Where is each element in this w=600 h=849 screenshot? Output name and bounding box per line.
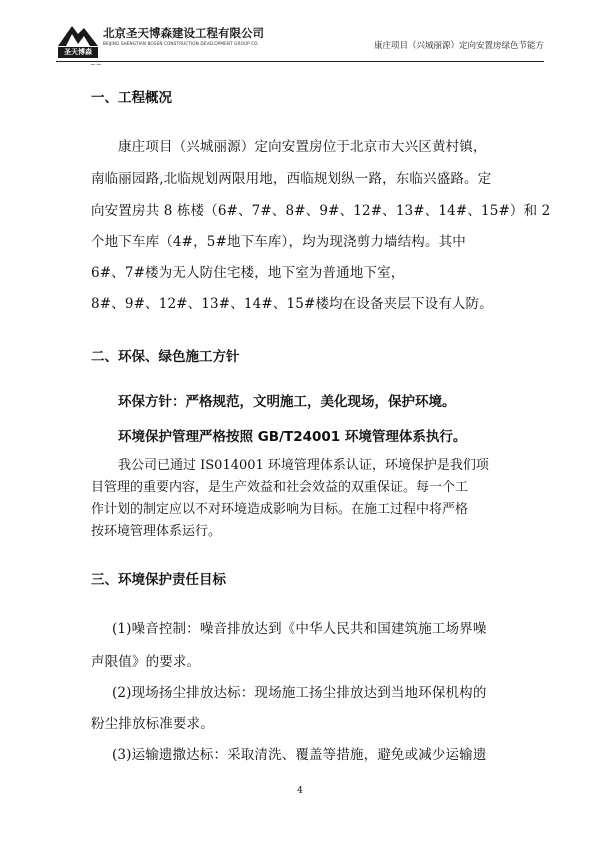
company-name-cn: 北京圣天博森建设工程有限公司 [103,26,264,40]
logo-text: 圣天博森 [58,47,98,58]
paragraph-line: 目管理的重要内容，是生产效益和社会效益的双重保证。每一个工 [91,480,469,495]
target-item-continued: 粉尘排放标准要求。 [91,716,214,732]
paragraph-line: 我公司已通过 IS014001 环境管理体系认证，环境保护是我们项 [118,458,489,473]
section-title-overview: 一、工程概况 [91,90,172,106]
paragraph-line: 作计划的制定应以不对环境造成影响为目标。在施工过程中将严格 [91,502,469,517]
paragraph-line: 南临丽园路,北临规划两限用地，西临规划纵一路，东临兴盛路。定 [91,171,492,187]
paragraph-line: 8#、9#、12#、13#、14#、15#楼均在设备夹层下设有人防。 [91,296,493,312]
paragraph-line: 向安置房共 8 栋楼（6#、7#、8#、9#、12#、13#、14#、15#）和 2 [91,203,551,219]
page-header [56,22,544,58]
header-divider [56,61,544,62]
target-item: (3)运输遗撒达标：采取清洗、覆盖等措施，避免或减少运输遗 [112,747,487,763]
target-item-continued: 声限值》的要求。 [91,654,201,670]
paragraph-line: 按环境管理体系运行。 [91,524,222,539]
header-mark: ~~ [90,61,102,69]
document-title: 康庄项目（兴城丽源）定向安置房绿色节能方 [373,41,544,51]
management-standard: 环境保护管理严格按照 GB/T24001 环境管理体系执行。 [118,429,467,445]
target-item: (1)噪音控制：噪音排放达到《中华人民共和国建筑施工场界噪 [112,621,487,637]
paragraph-line: 6#、7#楼为无人防住宅楼，地下室为普通地下室， [91,265,405,281]
target-item: (2)现场扬尘排放达标：现场施工扬尘排放达到当地环保机构的 [112,685,487,701]
section-title-targets: 三、环境保护责任目标 [91,572,226,588]
company-name-en: BEIJING SHENGTIAN BOSEN CONSTRUCTION DEVELOPMENT GROUP CO. [103,41,259,46]
environmental-policy: 环保方针：严格规范，文明施工，美化现场，保护环境。 [118,394,456,410]
page-number: 4 [297,786,303,796]
paragraph-line: 康庄项目（兴城丽源）定向安置房位于北京市大兴区黄村镇， [118,139,487,155]
section-title-policy: 二、环保、绿色施工方针 [91,349,240,365]
paragraph-line: 个地下车库（4#，5#地下车库），均为现浇剪力墙结构。其中 [91,234,466,250]
